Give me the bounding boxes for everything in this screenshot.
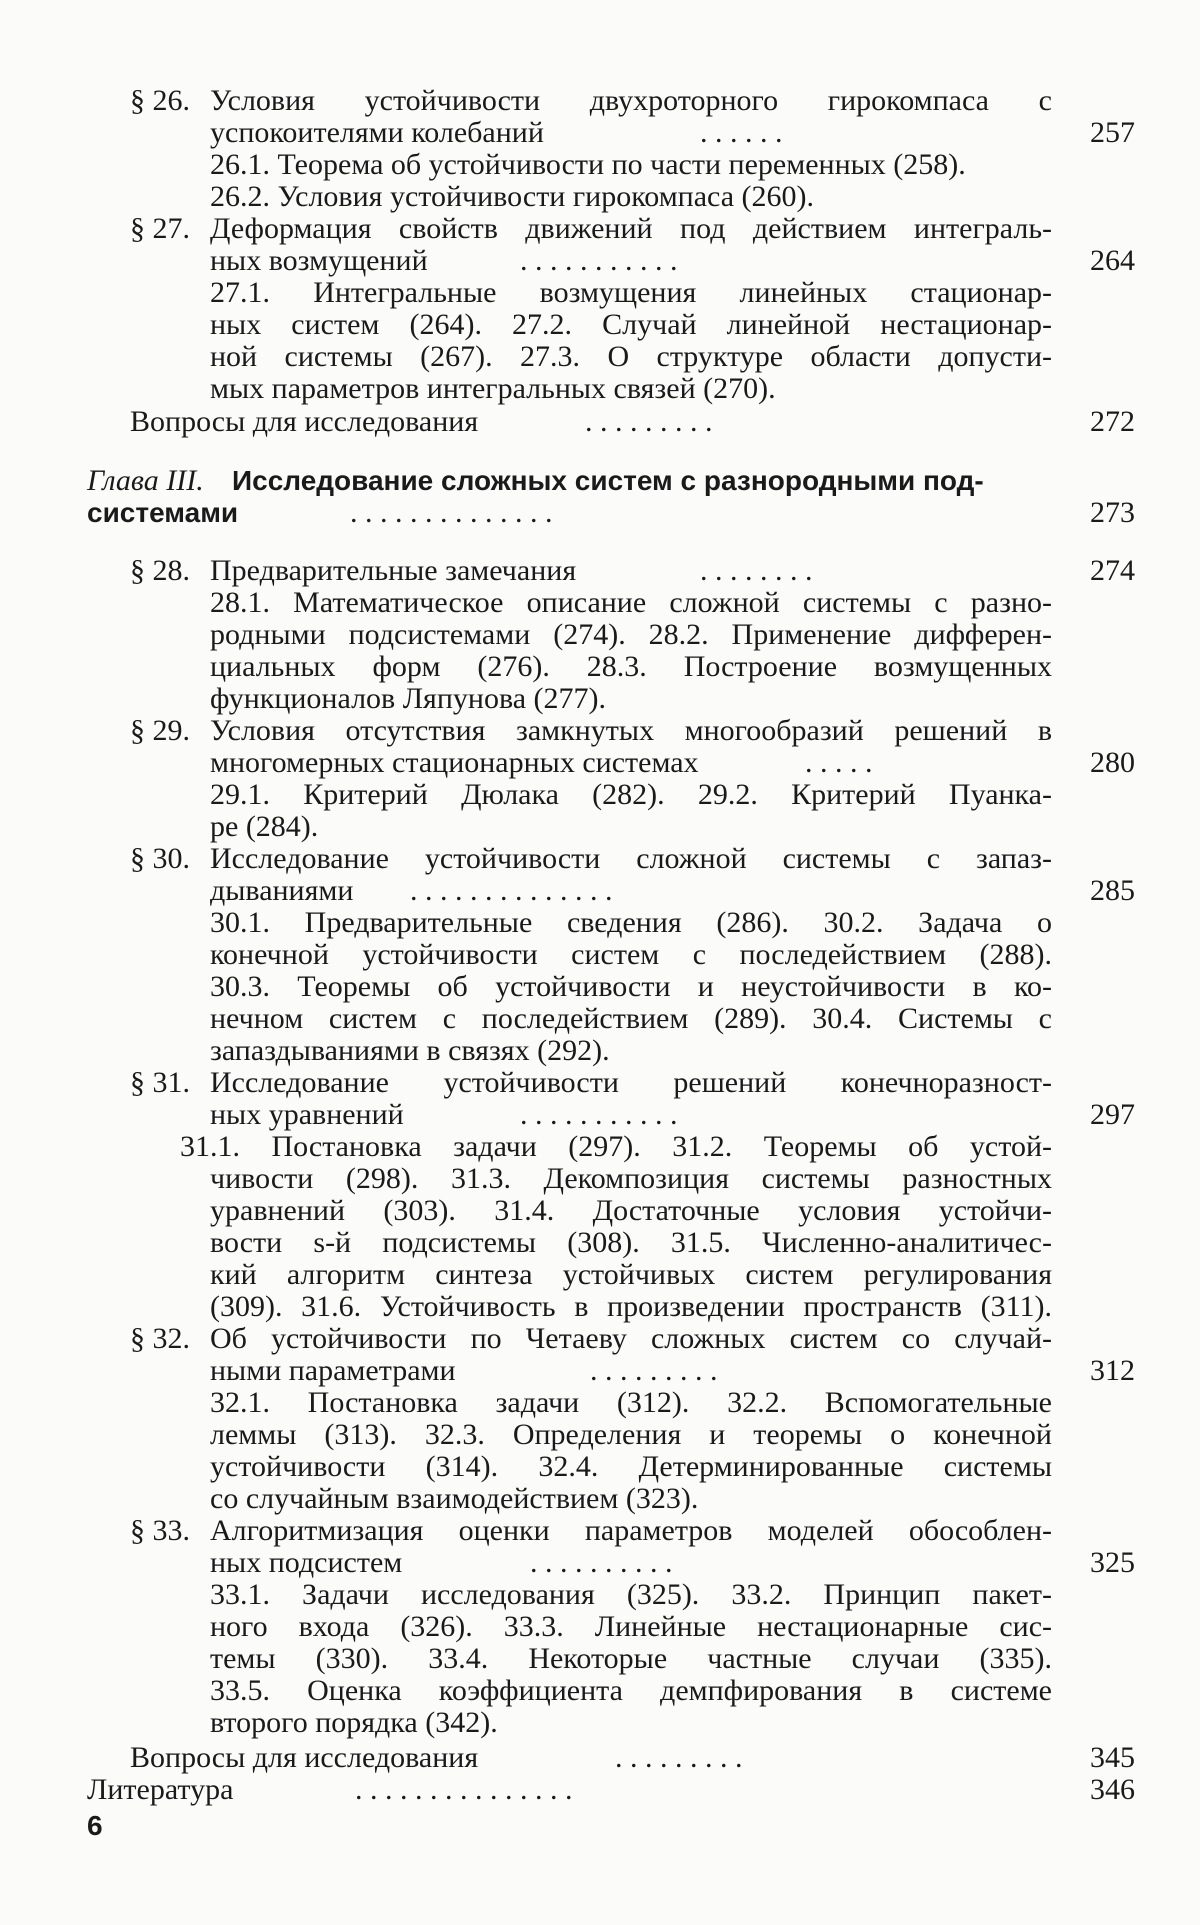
toc-entry-literature [0, 1774, 1200, 1806]
toc-entry-29-line2 [0, 747, 1200, 779]
subsection-line [0, 971, 1200, 1003]
subsection-line [0, 373, 1200, 405]
subsection-line [0, 1707, 1200, 1739]
subsection-text: ного входа (326). 33.3. Линейные нестационарные сис- [210, 1611, 1052, 1643]
subsection-text: 31.1. Постановка задачи (297). 31.2. Теоремы об устой- [180, 1131, 1052, 1163]
subsection-line [0, 1291, 1200, 1323]
chapter-title: Исследование сложных систем с разнородными под- [232, 465, 984, 497]
subsection-text: вости s-й подсистемы (308). 31.5. Численно-аналитичес- [210, 1227, 1052, 1259]
subsection-text: устойчивости (314). 32.4. Детерминированные системы [210, 1451, 1052, 1483]
subsection-text: 27.1. Интегральные возмущения линейных стационар- [210, 277, 1052, 309]
subsection-text: 33.1. Задачи исследования (325). 33.2. Принцип пакет- [210, 1579, 1052, 1611]
entry-label: Вопросы для исследования [130, 406, 478, 438]
page-number: 264 [1080, 245, 1135, 277]
leader-dots: . . . . . . . . [700, 555, 813, 587]
toc-entry-30 [0, 843, 1200, 875]
subsection-text: нечном систем с последействием (289). 30.4. Системы с [210, 1003, 1052, 1035]
section-title: Условия отсутствия замкнутых многообразий решений в [210, 715, 1052, 747]
section-title: Исследование устойчивости сложной системы с запаз- [210, 843, 1052, 875]
section-number: § 28. [130, 555, 190, 587]
subsection-text: (309). 31.6. Устойчивость в произведении пространств (311). [210, 1291, 1052, 1323]
leader-dots: . . . . . . . . . . . . . . . [355, 1774, 573, 1806]
subsection-line [0, 1579, 1200, 1611]
subsection-line [0, 811, 1200, 843]
subsection-text: 33.5. Оценка коэффициента демпфирования в системе [210, 1675, 1052, 1707]
subsection-text: ре (284). [210, 811, 318, 843]
subsection-line [0, 309, 1200, 341]
subsection-text: со случайным взаимодействием (323). [210, 1483, 698, 1515]
leader-dots: . . . . . . . . . . . [520, 1099, 678, 1131]
page-number: 273 [1080, 497, 1135, 529]
subsection-line [0, 1195, 1200, 1227]
section-number: § 29. [130, 715, 190, 747]
subsection-line [0, 651, 1200, 683]
leader-dots: . . . . . . . . . [590, 1355, 718, 1387]
section-number: § 31. [130, 1067, 190, 1099]
subsection-line [0, 779, 1200, 811]
page-folio: 6 [87, 1810, 103, 1842]
subsection-text: второго порядка (342). [210, 1707, 498, 1739]
subsection-line [0, 1483, 1200, 1515]
subsection-text: кий алгоритм синтеза устойчивых систем регулирования [210, 1259, 1052, 1291]
page-number: 345 [1080, 1742, 1135, 1774]
page-number: 274 [1080, 555, 1135, 587]
toc-entry-31 [0, 1067, 1200, 1099]
toc-entry-26-line2 [0, 117, 1200, 149]
subsection-text: запаздываниями в связях (292). [210, 1035, 610, 1067]
subsection-line [0, 341, 1200, 373]
subsection-line [0, 1163, 1200, 1195]
section-title-cont: ных возмущений [210, 245, 428, 277]
section-number: § 33. [130, 1515, 190, 1547]
toc-entry-29 [0, 715, 1200, 747]
subsection-line [0, 1419, 1200, 1451]
leader-dots: . . . . . . . . . [585, 406, 713, 438]
subsection-line [0, 939, 1200, 971]
section-title: Предварительные замечания [210, 555, 576, 587]
toc-entry-32 [0, 1323, 1200, 1355]
section-title: Об устойчивости по Четаеву сложных систем со случай- [210, 1323, 1052, 1355]
subsection-text: 26.2. Условия устойчивости гирокомпаса (260). [210, 181, 814, 213]
subsection-line [0, 1675, 1200, 1707]
section-title-cont: успокоителями колебаний [210, 117, 544, 149]
subsection-text: темы (330). 33.4. Некоторые частные случаи (335). [210, 1643, 1052, 1675]
chapter-label: Глава III. [87, 465, 204, 497]
subsection-text: циальных форм (276). 28.3. Построение возмущенных [210, 651, 1052, 683]
toc-entry-questions-1 [0, 406, 1200, 438]
section-title: Деформация свойств движений под действием интеграль- [210, 213, 1052, 245]
subsection-line [0, 1611, 1200, 1643]
subsection-line [0, 683, 1200, 715]
subsection-text: 30.1. Предварительные сведения (286). 30.2. Задача о [210, 907, 1052, 939]
subsection-text: 28.1. Математическое описание сложной системы с разно- [210, 587, 1052, 619]
section-number: § 32. [130, 1323, 190, 1355]
leader-dots: . . . . . [805, 747, 873, 779]
toc-entry-28 [0, 555, 1200, 587]
subsection-line [0, 1131, 1200, 1163]
page-number: 325 [1080, 1547, 1135, 1579]
section-title-cont: многомерных стационарных системах [210, 747, 699, 779]
subsection-line [0, 1035, 1200, 1067]
subsection-line [0, 1451, 1200, 1483]
entry-label: Вопросы для исследования [130, 1742, 478, 1774]
subsection-line [0, 1387, 1200, 1419]
section-title-cont: ных уравнений [210, 1099, 404, 1131]
page-number: 285 [1080, 875, 1135, 907]
subsection-line [0, 1003, 1200, 1035]
section-title: Алгоритмизация оценки параметров моделей обособлен- [210, 1515, 1052, 1547]
leader-dots: . . . . . . . . . . [530, 1547, 673, 1579]
subsection-text: 30.3. Теоремы об устойчивости и неустойчивости в ко- [210, 971, 1052, 1003]
toc-entry-26 [0, 85, 1200, 117]
subsection-text: ных систем (264). 27.2. Случай линейной нестационар- [210, 309, 1052, 341]
leader-dots: . . . . . . . . . . . [520, 245, 678, 277]
section-title-cont: ными параметрами [210, 1355, 456, 1387]
toc-entry-27-line2 [0, 245, 1200, 277]
subsection-line [0, 149, 1200, 181]
subsection-text: 32.1. Постановка задачи (312). 32.2. Вспомогательные [210, 1387, 1052, 1419]
leader-dots: . . . . . . . . . . . . . . [350, 497, 553, 529]
toc-entry-32-line2 [0, 1355, 1200, 1387]
subsection-line [0, 619, 1200, 651]
subsection-text: функционалов Ляпунова (277). [210, 683, 606, 715]
toc-entry-33 [0, 1515, 1200, 1547]
subsection-text: ной системы (267). 27.3. О структуре области допусти- [210, 341, 1052, 373]
section-title-cont: ных подсистем [210, 1547, 402, 1579]
toc-entry-chapter-3-line2 [0, 497, 1200, 529]
subsection-line [0, 587, 1200, 619]
section-title: Условия устойчивости двухроторного гирокомпаса с [210, 85, 1052, 117]
subsection-text: конечной устойчивости систем с последействием (288). [210, 939, 1052, 971]
toc-entry-questions-2 [0, 1742, 1200, 1774]
page-number: 312 [1080, 1355, 1135, 1387]
section-number: § 27. [130, 213, 190, 245]
page-number: 280 [1080, 747, 1135, 779]
section-number: § 26. [130, 85, 190, 117]
page-number: 272 [1080, 406, 1135, 438]
leader-dots: . . . . . . [700, 117, 783, 149]
leader-dots: . . . . . . . . . . . . . . [410, 875, 613, 907]
toc-page [0, 0, 1200, 1925]
subsection-line [0, 1643, 1200, 1675]
toc-entry-27 [0, 213, 1200, 245]
chapter-title-cont: системами [87, 497, 238, 529]
subsection-text: чивости (298). 31.3. Декомпозиция системы разностных [210, 1163, 1052, 1195]
section-number: § 30. [130, 843, 190, 875]
section-title-cont: дываниями [210, 875, 353, 907]
toc-entry-chapter-3 [0, 465, 1200, 497]
subsection-text: 29.1. Критерий Дюлака (282). 29.2. Критерий Пуанка- [210, 779, 1052, 811]
toc-entry-30-line2 [0, 875, 1200, 907]
toc-entry-33-line2 [0, 1547, 1200, 1579]
subsection-text: 26.1. Теорема об устойчивости по части переменных (258). [210, 149, 966, 181]
toc-entry-31-line2 [0, 1099, 1200, 1131]
page-number: 346 [1080, 1774, 1135, 1806]
subsection-line [0, 907, 1200, 939]
subsection-text: мых параметров интегральных связей (270). [210, 373, 776, 405]
subsection-line [0, 1259, 1200, 1291]
subsection-line [0, 1227, 1200, 1259]
page-number: 257 [1080, 117, 1135, 149]
subsection-text: родными подсистемами (274). 28.2. Применение дифферен- [210, 619, 1052, 651]
page-number: 297 [1080, 1099, 1135, 1131]
section-title: Исследование устойчивости решений конечноразност- [210, 1067, 1052, 1099]
subsection-line [0, 181, 1200, 213]
subsection-line [0, 277, 1200, 309]
subsection-text: уравнений (303). 31.4. Достаточные условия устойчи- [210, 1195, 1052, 1227]
leader-dots: . . . . . . . . . [615, 1742, 743, 1774]
entry-label: Литература [87, 1774, 233, 1806]
subsection-text: леммы (313). 32.3. Определения и теоремы о конечной [210, 1419, 1052, 1451]
